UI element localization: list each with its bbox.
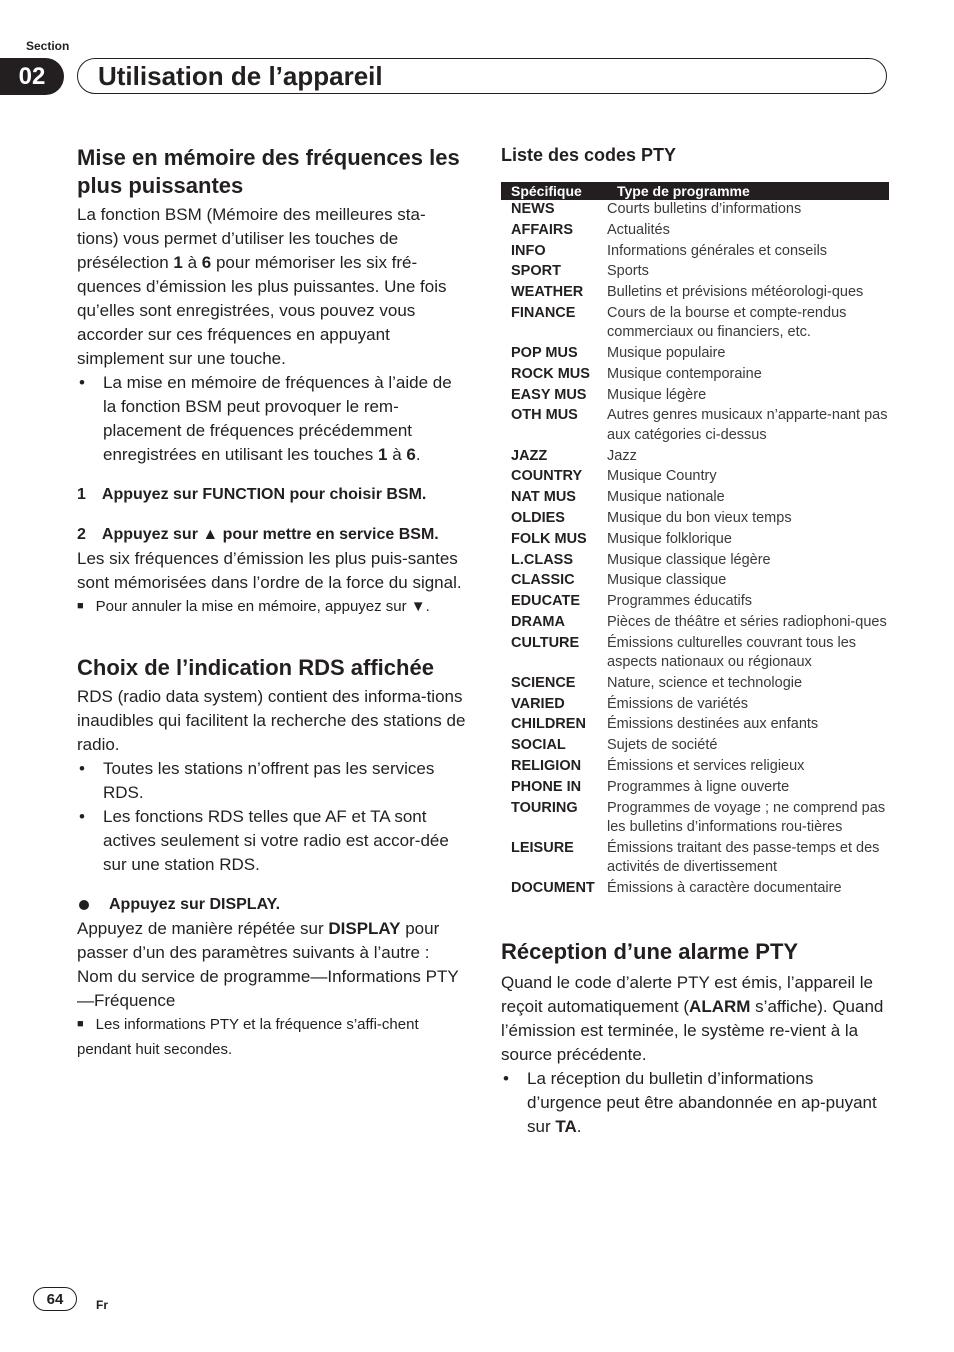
pty-code: RELIGION (511, 758, 582, 775)
page-number: 64 (33, 1287, 77, 1311)
pty-description: Émissions traitant des passe-temps et des activités de divertissement (607, 839, 880, 875)
pty-description: Courts bulletins d’informations (607, 201, 802, 217)
pty-code: VARIED (511, 695, 565, 712)
pty-code: JAZZ (511, 447, 548, 464)
language-code: Fr (96, 1298, 108, 1312)
rds-bullet-1: • Toutes les stations n’offrent pas les services RDS. (77, 757, 467, 805)
pty-description: Musique contemporaine (607, 365, 762, 382)
pty-code: COUNTRY (511, 468, 583, 485)
pty-description: Musique classique (607, 572, 727, 589)
bsm-intro: La fonction BSM (Mémoire des meilleures sta-tions) vous permet d’utiliser les touches de présélection 1 à 6 pour mémoriser les six fré-quences d’émission les plus puissantes. Une fois qu’elles sont enregistrées, vous pouvez vous accorder sur ces fréquences en appuyant simplement sur une touche. (77, 205, 447, 368)
pty-code: ROCK MUS (511, 365, 590, 382)
pty-code: DOCUMENT (511, 879, 595, 896)
pty-row (501, 221, 889, 242)
pty-description: Cours de la bourse et compte-rendus commerciaux ou financiers, etc. (607, 304, 847, 341)
section-number-badge: 02 (0, 58, 64, 95)
step-dot-icon (79, 900, 89, 910)
pty-code: OTH MUS (511, 407, 578, 424)
pty-code: CULTURE (511, 634, 580, 651)
pty-code: SOCIAL (511, 737, 566, 754)
pty-code: SPORT (511, 263, 561, 280)
alarm-heading: Réception d’une alarme PTY (501, 938, 799, 964)
pty-row (501, 799, 889, 839)
pty-row (501, 344, 889, 365)
alarm-body: Quand le code d’alerte PTY est émis, l’appareil le reçoit automatiquement (ALARM s’affiche). Quand l’émission est terminée, le système re-vient à la source précédente. (501, 972, 884, 1064)
pty-description: Musique folklorique (607, 530, 732, 547)
pty-code: NAT MUS (511, 489, 576, 506)
pty-code: PHONE IN (511, 778, 582, 795)
pty-code: CHILDREN (511, 716, 586, 733)
pty-description: Informations générales et conseils (607, 242, 828, 259)
bsm-step-2-note: ■ Pour annuler la mise en mémoire, appuyez sur ▼. (77, 598, 430, 615)
pty-description: Musique Country (607, 468, 717, 485)
rds-step: Appuyez sur DISPLAY. (77, 893, 467, 917)
pty-row (501, 879, 889, 900)
pty-code: DRAMA (511, 613, 565, 630)
pty-description: Autres genres musicaux n’apparte-nant pas aux catégories ci-dessus (607, 407, 888, 443)
pty-row (501, 283, 889, 304)
bsm-step-2: 2 Appuyez sur ▲ pour mettre en service BSM. (77, 526, 439, 543)
pty-description: Programmes à ligne ouverte (607, 778, 790, 795)
pty-code: FINANCE (511, 304, 576, 321)
pty-description: Actualités (607, 221, 670, 238)
pty-code: INFO (511, 242, 546, 259)
alarm-bullet: • La réception du bulletin d’informations d’urgence peut être abandonnée en ap-puyant sur TA. (501, 1067, 891, 1139)
bsm-heading: Mise en mémoire des fréquences les plus puissantes (77, 145, 460, 198)
bsm-bullet: • La mise en mémoire de fréquences à l’aide de la fonction BSM peut provoquer le rem-placement de fréquences précédemment enregistrées en utilisant les touches 1 à 6. (77, 371, 467, 467)
pty-description: Programmes de voyage ; ne comprend pas les bulletins d’informations rou-tières (607, 799, 886, 835)
bsm-step-2-body: Les six fréquences d’émission les plus puis-santes sont mémorisées dans l’ordre de la force du signal. (77, 549, 462, 592)
pty-description: Pièces de théâtre et séries radiophoni-ques (607, 613, 887, 630)
rds-sequence: Nom du service de programme—Informations PTY—Fréquence (77, 967, 459, 1010)
pty-description: Musique légère (607, 386, 707, 403)
pty-code: OLDIES (511, 509, 565, 526)
pty-row (501, 778, 889, 799)
left-column (77, 143, 467, 1062)
pty-code: AFFAIRS (511, 221, 574, 238)
pty-row (501, 715, 889, 736)
pty-table-header (501, 182, 889, 200)
pty-table (501, 182, 889, 900)
pty-description: Émissions culturelles couvrant tous les aspects nationaux ou régionaux (607, 634, 857, 671)
pty-description: Musique du bon vieux temps (607, 509, 792, 526)
pty-row (501, 530, 889, 551)
pty-description: Musique populaire (607, 345, 726, 362)
pty-list-heading: Liste des codes PTY (501, 145, 677, 165)
pty-row (501, 406, 889, 446)
pty-description: Bulletins et prévisions météorologi-ques (607, 284, 864, 301)
pty-row (501, 736, 889, 757)
chapter-title: Utilisation de l’appareil (77, 58, 887, 94)
pty-description: Sujets de société (607, 737, 718, 754)
pty-row (501, 634, 889, 674)
pty-code: NEWS (511, 201, 555, 217)
pty-row (501, 242, 889, 263)
pty-code: EDUCATE (511, 593, 581, 610)
pty-row (501, 200, 889, 221)
pty-description: Jazz (607, 447, 637, 464)
pty-row (501, 262, 889, 283)
pty-description: Sports (607, 263, 649, 280)
pty-row (501, 571, 889, 592)
pty-code: SCIENCE (511, 674, 576, 691)
pty-code: POP MUS (511, 345, 578, 362)
pty-row (501, 365, 889, 386)
rds-heading: Choix de l’indication RDS affichée (77, 655, 434, 680)
pty-row (501, 467, 889, 488)
pty-code: WEATHER (511, 284, 584, 301)
pty-code: EASY MUS (511, 386, 587, 403)
pty-row (501, 447, 889, 468)
pty-row (501, 695, 889, 716)
pty-code: CLASSIC (511, 572, 575, 589)
pty-description: Nature, science et technologie (607, 674, 803, 691)
pty-row (501, 386, 889, 407)
right-column (501, 143, 891, 1139)
pty-row (501, 592, 889, 613)
section-label: Section (26, 39, 70, 53)
pty-row (501, 488, 889, 509)
col-header-code: Spécifique (501, 182, 607, 200)
pty-row (501, 757, 889, 778)
pty-description: Émissions destinées aux enfants (607, 716, 819, 733)
rds-body: Appuyez de manière répétée sur DISPLAY pour passer d’un des paramètres suivants à l’autre : (77, 919, 440, 962)
pty-row (501, 551, 889, 572)
rds-intro: RDS (radio data system) contient des informa-tions inaudibles qui facilitent la recherche des stations de radio. (77, 687, 466, 754)
pty-row (501, 304, 889, 344)
col-header-type: Type de programme (607, 182, 889, 200)
pty-description: Émissions et services religieux (607, 758, 805, 775)
pty-row (501, 674, 889, 695)
rds-bullet-2: • Les fonctions RDS telles que AF et TA sont actives seulement si votre radio est accor-dée sur une station RDS. (77, 805, 467, 877)
pty-description: Émissions à caractère documentaire (607, 879, 842, 896)
rds-note: ■ Les informations PTY et la fréquence s’affi-chent pendant huit secondes. (77, 1016, 419, 1058)
pty-code: L.CLASS (511, 551, 574, 568)
pty-code: TOURING (511, 799, 578, 816)
bsm-step-1: 1 Appuyez sur FUNCTION pour choisir BSM. (77, 486, 427, 503)
pty-description: Musique nationale (607, 489, 725, 506)
pty-description: Programmes éducatifs (607, 593, 753, 610)
pty-row (501, 509, 889, 530)
pty-row (501, 613, 889, 634)
pty-description: Musique classique légère (607, 551, 771, 568)
pty-code: FOLK MUS (511, 530, 587, 547)
pty-row (501, 839, 889, 879)
pty-description: Émissions de variétés (607, 695, 749, 712)
pty-code: LEISURE (511, 839, 574, 856)
